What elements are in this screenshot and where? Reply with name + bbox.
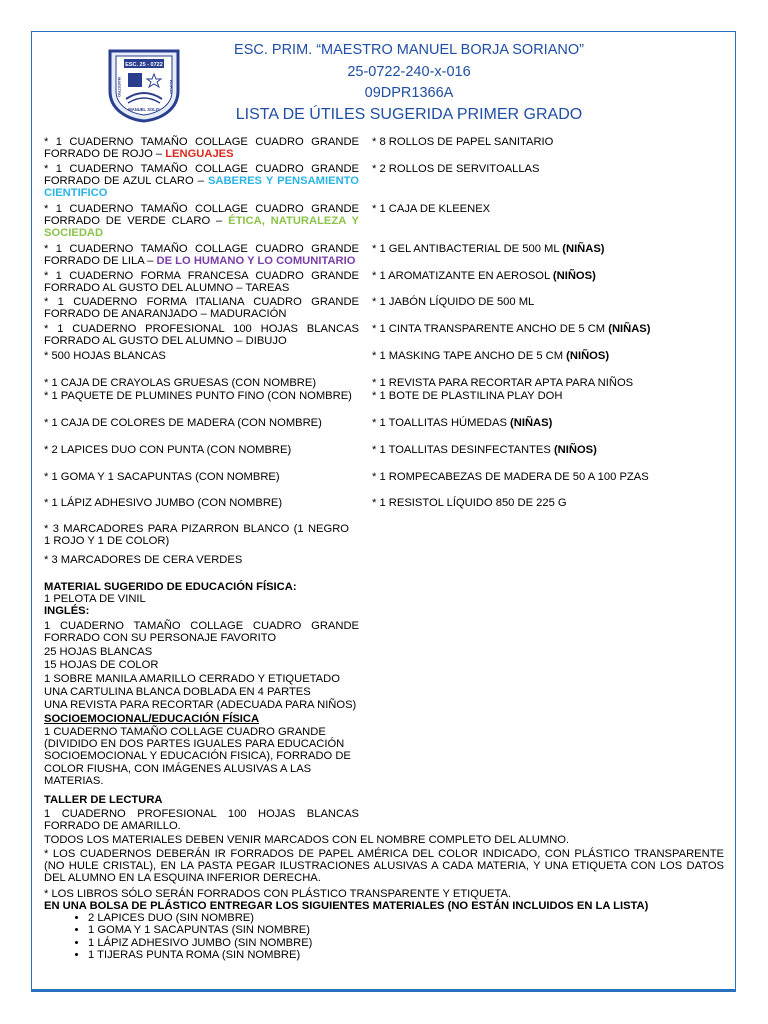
- english-heading: INGLÉS:: [44, 605, 90, 617]
- list-item: * 1 TOALLITAS HÚMEDAS (NIÑAS): [372, 417, 553, 429]
- english-item: 1 SOBRE MANILA AMARILLO CERRADO Y ETIQUETADO: [44, 673, 340, 685]
- list-item: * 1 CAJA DE COLORES DE MADERA (CON NOMBRE): [44, 417, 322, 429]
- pe-heading: MATERIAL SUGERIDO DE EDUCACIÓN FÍSICA:: [44, 581, 297, 593]
- list-item: * 1 GOMA Y 1 SACAPUNTAS (CON NOMBRE): [44, 471, 280, 483]
- list-item: * 1 ROMPECABEZAS DE MADERA DE 50 A 100 PZAS: [372, 471, 649, 483]
- list-item: * 2 LAPICES DUO CON PUNTA (CON NOMBRE): [44, 444, 292, 456]
- list-item: * 1 LÁPIZ ADHESIVO JUMBO (CON NOMBRE): [44, 497, 283, 509]
- crest-bottom-text: MANUEL SOLIS: [128, 107, 160, 112]
- list-item: * 1 CAJA DE KLEENEX: [372, 203, 491, 215]
- list-item: * 3 MARCADORES PARA PIZARRON BLANCO (1 NEGRO 1 ROJO Y 1 DE COLOR): [44, 523, 349, 548]
- list-item: * 1 MASKING TAPE ANCHO DE 5 CM (NIÑOS): [372, 350, 610, 362]
- note-text: * LOS LIBROS SÓLO SERÁN FORRADOS CON PLÁSTICO TRANSPARENTE Y ETIQUETA.: [44, 888, 512, 900]
- reading-text: 1 CUADERNO PROFESIONAL 100 HOJAS BLANCAS FORRADO DE AMARILLO.: [44, 808, 359, 833]
- list-item: * 1 JABÓN LÍQUIDO DE 500 ML: [372, 296, 535, 308]
- school-code: 25-0722-240-x-016: [347, 64, 471, 80]
- list-item: * 1 CUADERNO FORMA ITALIANA CUADRO GRANDE FORRADO DE ANARANJADO – MADURACIÓN: [44, 296, 359, 321]
- english-item: UNA CARTULINA BLANCA DOBLADA EN 4 PARTES: [44, 686, 311, 698]
- list-item: * 1 GEL ANTIBACTERIAL DE 500 ML (NIÑAS): [372, 243, 605, 255]
- socio-text: 1 CUADERNO TAMAÑO COLLAGE CUADRO GRANDE (DIVIDIDO EN DOS PARTES IGUALES PARA EDUCACIÓN SOCIOEMOCIONAL Y EDUCACIÓN FISICA), FORRADO DE COLOR FIUSHA, CON IMÁGENES ALUSIVAS A LAS MATERIAS.: [44, 726, 351, 787]
- crest-top-text: ESC. 25 - 0722: [125, 62, 163, 68]
- list-item: * 1 RESISTOL LÍQUIDO 850 DE 225 G: [372, 497, 567, 509]
- school-cct: 09DPR1366A: [364, 85, 454, 101]
- list-item: * 3 MARCADORES DE CERA VERDES: [44, 554, 243, 566]
- english-notebook: 1 CUADERNO TAMAÑO COLLAGE CUADRO GRANDE FORRADO CON SU PERSONAJE FAVORITO: [44, 620, 359, 645]
- list-item: * 1 AROMATIZANTE EN AEROSOL (NIÑOS): [372, 270, 596, 282]
- list-item: * 1 BOTE DE PLASTILINA PLAY DOH: [372, 390, 563, 402]
- pe-item: 1 PELOTA DE VINIL: [44, 593, 146, 605]
- list-item: * 500 HOJAS BLANCAS: [44, 350, 166, 362]
- list-item: * 1 CINTA TRANSPARENTE ANCHO DE 5 CM (NIÑAS): [372, 323, 651, 335]
- list-item: • 2 LAPICES DUO (SIN NOMBRE): [88, 912, 312, 924]
- crest-left-text: MAESTRO: [117, 77, 122, 97]
- list-item: • 1 GOMA Y 1 SACAPUNTAS (SIN NOMBRE): [88, 924, 312, 936]
- list-item: * 1 PAQUETE DE PLUMINES PUNTO FINO (CON NOMBRE): [44, 390, 352, 402]
- list-item: * 1 CUADERNO FORMA FRANCESA CUADRO GRANDE FORRADO AL GUSTO DEL ALUMNO – TAREAS: [44, 270, 359, 295]
- school-name: ESC. PRIM. “MAESTRO MANUEL BORJA SORIANO”: [234, 42, 584, 58]
- bag-items-list: [64, 912, 312, 962]
- list-item: * 1 CUADERNO TAMAÑO COLLAGE CUADRO GRANDE FORRADO DE VERDE CLARO – ÉTICA, NATURALEZA Y SOCIEDAD: [44, 203, 359, 240]
- list-item: * 1 CUADERNO TAMAÑO COLLAGE CUADRO GRANDE FORRADO DE LILA – DE LO HUMANO Y LO COMUNITARIO: [44, 243, 359, 268]
- note-text: TODOS LOS MATERIALES DEBEN VENIR MARCADOS CON EL NOMBRE COMPLETO DEL ALUMNO.: [44, 834, 570, 846]
- page-title: LISTA DE ÚTILES SUGERIDA PRIMER GRADO: [235, 106, 583, 123]
- list-item: * 1 CAJA DE CRAYOLAS GRUESAS (CON NOMBRE): [44, 377, 317, 389]
- reading-heading: TALLER DE LECTURA: [44, 794, 163, 806]
- note-text: * LOS CUADERNOS DEBERÁN IR FORRADOS DE PAPEL AMÉRICA DEL COLOR INDICADO, CON PLÁSTICO TRANSPARENTE (NO HULE CRISTAL), EN LA PASTA PEGAR ILUSTRACIONES ALUSIVAS A CADA MATERIA, Y UNA ETIQUETA CON LOS DATOS DEL ALUMNO EN LA ESQUINA INFERIOR DERECHA.: [44, 848, 724, 885]
- socio-heading: SOCIOEMOCIONAL/EDUCACIÓN FÍSICA: [44, 713, 260, 725]
- list-item: * 1 CUADERNO TAMAÑO COLLAGE CUADRO GRANDE FORRADO DE AZUL CLARO – SABERES Y PENSAMIENTO CIENTIFICO: [44, 163, 359, 200]
- list-item: * 8 ROLLOS DE PAPEL SANITARIO: [372, 136, 554, 148]
- bag-heading: EN UNA BOLSA DE PLÁSTICO ENTREGAR LOS SIGUIENTES MATERIALES (NO ESTÁN INCLUIDOS EN LA LISTA): [44, 900, 649, 912]
- list-item: * 1 CUADERNO PROFESIONAL 100 HOJAS BLANCAS FORRADO AL GUSTO DEL ALUMNO – DIBUJO: [44, 323, 359, 348]
- list-item: * 1 CUADERNO TAMAÑO COLLAGE CUADRO GRANDE FORRADO DE ROJO – LENGUAJES: [44, 136, 359, 161]
- list-item: * 1 TOALLITAS DESINFECTANTES (NIÑOS): [372, 444, 597, 456]
- list-item: • 1 LÁPIZ ADHESIVO JUMBO (SIN NOMBRE): [88, 937, 312, 949]
- english-item: 25 HOJAS BLANCAS: [44, 646, 153, 658]
- list-item: • 1 TIJERAS PUNTA ROMA (SIN NOMBRE): [88, 949, 312, 961]
- crest-right-text: BORJA: [169, 79, 174, 95]
- english-item: UNA REVISTA PARA RECORTAR (ADECUADA PARA NIÑOS): [44, 699, 357, 711]
- list-item: * 1 REVISTA PARA RECORTAR APTA PARA NIÑOS: [372, 377, 634, 389]
- english-item: 15 HOJAS DE COLOR: [44, 659, 159, 671]
- list-item: * 2 ROLLOS DE SERVITOALLAS: [372, 163, 540, 175]
